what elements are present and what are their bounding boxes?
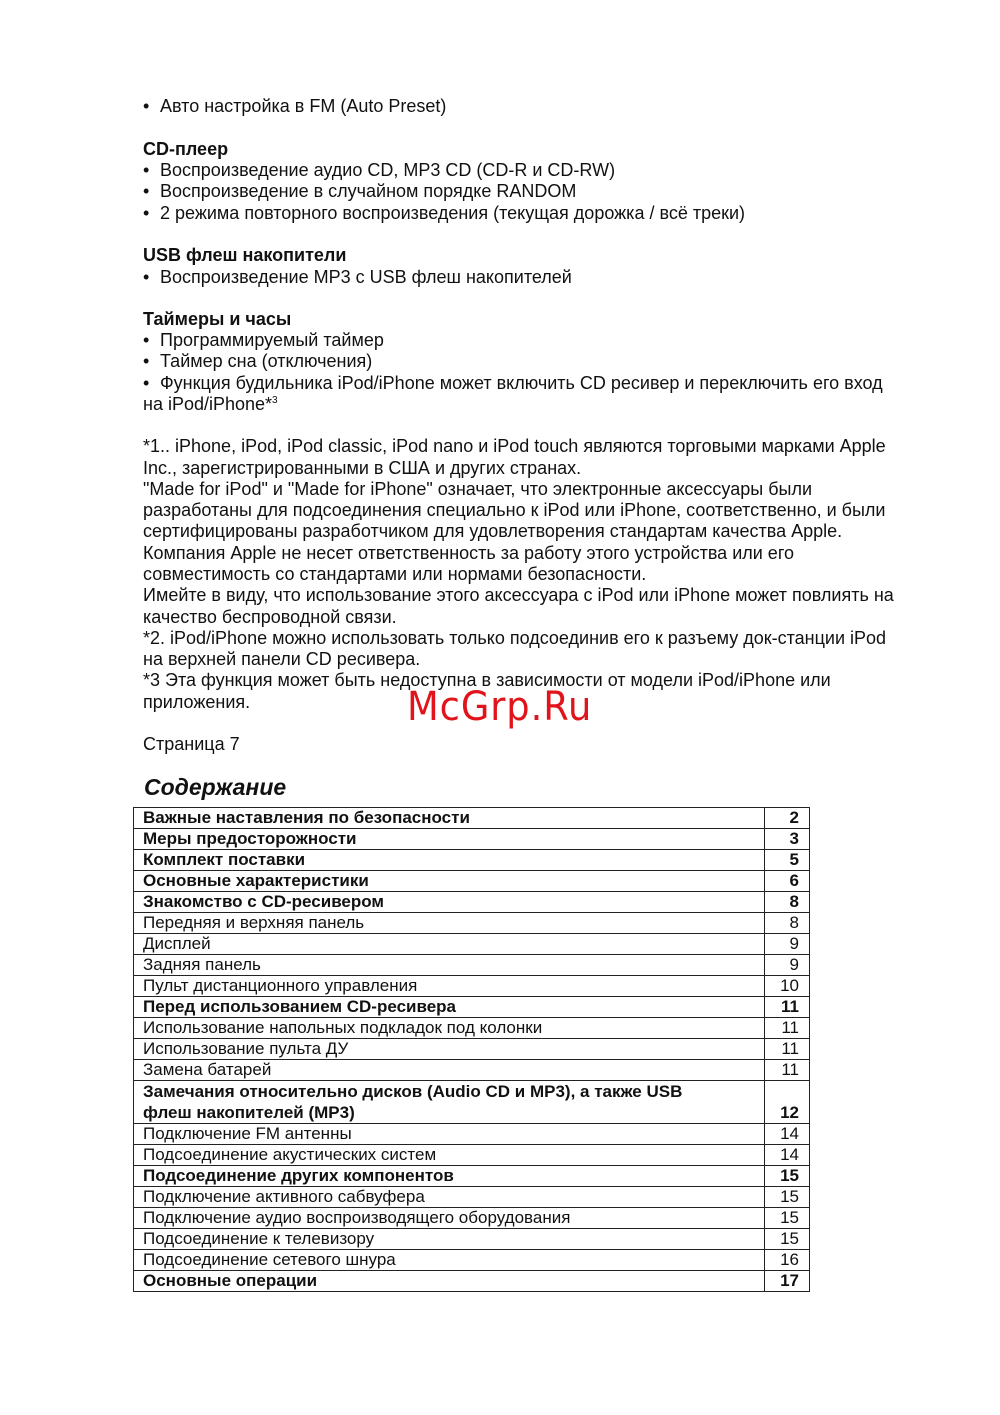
- toc-entry-label: Важные наставления по безопасности: [134, 808, 765, 829]
- section-heading-usb: USB флеш накопители: [143, 245, 347, 265]
- page-label: Страница 7: [143, 734, 240, 754]
- toc-row[interactable]: [134, 808, 810, 829]
- toc-entry-page: 9: [765, 934, 810, 955]
- toc-row[interactable]: [134, 913, 810, 934]
- toc-row[interactable]: [134, 892, 810, 913]
- toc-entry-page: 15: [765, 1208, 810, 1229]
- toc-entry-page: 14: [765, 1124, 810, 1145]
- toc-row[interactable]: [134, 976, 810, 997]
- toc-entry-label: Меры предосторожности: [134, 829, 765, 850]
- footnote-line: *2. iPod/iPhone можно использовать только подсоединив его к разъему док-станции iPod: [143, 628, 887, 648]
- toc-row[interactable]: [134, 1018, 810, 1039]
- toc-entry-label: Использование напольных подкладок под колонки: [134, 1018, 765, 1039]
- footnote-line: разработаны для подсоединения специально к iPod или iPhone, соответственно, и были: [143, 500, 886, 520]
- toc-entry-page: 14: [765, 1145, 810, 1166]
- toc-row[interactable]: [134, 1124, 810, 1145]
- toc-entry-page: 15: [765, 1229, 810, 1250]
- toc-entry-label: Замена батарей: [134, 1060, 765, 1081]
- toc-row[interactable]: [134, 1145, 810, 1166]
- toc-entry-page: 11: [765, 1039, 810, 1060]
- footnote-line: *3 Эта функция может быть недоступна в зависимости от модели iPod/iPhone или: [143, 670, 831, 690]
- toc-row[interactable]: [134, 997, 810, 1018]
- toc-entry-label: Подсоединение сетевого шнура: [134, 1250, 765, 1271]
- toc-entry-label: Подсоединение других компонентов: [134, 1166, 765, 1187]
- toc-entry-page: 10: [765, 976, 810, 997]
- toc-entry-page: 8: [765, 892, 810, 913]
- toc-title: Содержание: [144, 774, 287, 800]
- section-heading-cd: CD-плеер: [143, 139, 229, 159]
- footnote-ref: 3: [272, 395, 278, 406]
- footnote-line: Компания Apple не несет ответственность за работу этого устройства или его: [143, 543, 794, 563]
- toc-entry-page: 3: [765, 829, 810, 850]
- footnote-line: качество беспроводной связи.: [143, 607, 397, 627]
- toc-entry-label: Перед использованием CD-ресивера: [134, 997, 765, 1018]
- toc-row[interactable]: [134, 1187, 810, 1208]
- toc-entry-label: Замечания относительно дисков (Audio CD и MP3), а также USB флеш накопителей (MP3): [134, 1081, 765, 1124]
- toc-entry-page: 15: [765, 1187, 810, 1208]
- toc-entry-page: 9: [765, 955, 810, 976]
- footnote-line: *1.. iPhone, iPod, iPod classic, iPod nano и iPod touch являются торговыми марками Apple: [143, 436, 886, 456]
- toc-row[interactable]: [134, 1060, 810, 1081]
- toc-row[interactable]: [134, 955, 810, 976]
- toc-entry-label: Использование пульта ДУ: [134, 1039, 765, 1060]
- toc-entry-label: Дисплей: [134, 934, 765, 955]
- feature-bullet: • Таймер сна (отключения): [143, 350, 372, 372]
- toc-entry-page: 16: [765, 1250, 810, 1271]
- toc-row[interactable]: [134, 1250, 810, 1271]
- toc-table: [133, 807, 810, 1292]
- toc-entry-page: 11: [765, 1018, 810, 1039]
- toc-entry-page: 11: [765, 997, 810, 1018]
- toc-entry-page: 8: [765, 913, 810, 934]
- toc-entry-page: 12: [765, 1081, 810, 1124]
- toc-entry-label: Комплект поставки: [134, 850, 765, 871]
- toc-entry-label: Пульт дистанционного управления: [134, 976, 765, 997]
- feature-bullet: • Авто настройка в FM (Auto Preset): [143, 95, 446, 117]
- feature-bullet: • Воспроизведение в случайном порядке RANDOM: [143, 180, 576, 202]
- toc-entry-label: Подключение FM антенны: [134, 1124, 765, 1145]
- toc-row[interactable]: [134, 1081, 810, 1124]
- toc-entry-label: Подключение аудио воспроизводящего оборудования: [134, 1208, 765, 1229]
- toc-row[interactable]: [134, 1208, 810, 1229]
- footnote-line: приложения.: [143, 692, 251, 712]
- toc-entry-page: 6: [765, 871, 810, 892]
- footnote-line: на верхней панели CD ресивера.: [143, 649, 421, 669]
- toc-entry-page: 15: [765, 1166, 810, 1187]
- footnote-line: совместимость со стандартами или нормами безопасности.: [143, 564, 647, 584]
- toc-row[interactable]: [134, 934, 810, 955]
- toc-row[interactable]: [134, 1229, 810, 1250]
- toc-entry-label: Знакомство с CD-ресивером: [134, 892, 765, 913]
- feature-bullet: • Функция будильника iPod/iPhone может включить CD ресивер и переключить его вход: [143, 372, 883, 394]
- footnote-line: "Made for iPod" и "Made for iPhone" означает, что электронные аксессуары были: [143, 479, 812, 499]
- toc-entry-label: Основные характеристики: [134, 871, 765, 892]
- toc-row[interactable]: [134, 871, 810, 892]
- toc-entry-page: 11: [765, 1060, 810, 1081]
- feature-bullet: • Программируемый таймер: [143, 329, 384, 351]
- toc-row[interactable]: [134, 1039, 810, 1060]
- feature-bullet: • Воспроизведение аудио CD, MP3 CD (CD-R и CD-RW): [143, 159, 615, 181]
- footnote-line: Inc., зарегистрированными в США и других странах.: [143, 458, 582, 478]
- continuation-text: на iPod/iPhone*: [143, 394, 273, 414]
- feature-bullet: • Воспроизведение MP3 с USB флеш накопителей: [143, 266, 572, 288]
- toc-entry-label: Основные операции: [134, 1271, 765, 1292]
- bullet-continuation: [143, 393, 278, 415]
- toc-entry-page: 2: [765, 808, 810, 829]
- toc-entry-label: Передняя и верхняя панель: [134, 913, 765, 934]
- footnote-line: сертифицированы разработчиком для удовлетворения стандартам качества Apple.: [143, 521, 843, 541]
- toc-entry-page: 17: [765, 1271, 810, 1292]
- toc-entry-label: Подсоединение к телевизору: [134, 1229, 765, 1250]
- toc-row[interactable]: [134, 1166, 810, 1187]
- watermark: McGrp.Ru: [407, 684, 593, 730]
- toc-row[interactable]: [134, 850, 810, 871]
- section-heading-timers: Таймеры и часы: [143, 309, 292, 329]
- toc-entry-label: Подключение активного сабвуфера: [134, 1187, 765, 1208]
- toc-row[interactable]: [134, 1271, 810, 1292]
- feature-bullet: • 2 режима повторного воспроизведения (текущая дорожка / всё треки): [143, 202, 745, 224]
- toc-row[interactable]: [134, 829, 810, 850]
- toc-entry-page: 5: [765, 850, 810, 871]
- footnote-line: Имейте в виду, что использование этого аксессуара с iPod или iPhone может повлиять на: [143, 585, 894, 605]
- toc-entry-label: Задняя панель: [134, 955, 765, 976]
- toc-entry-label: Подсоединение акустических систем: [134, 1145, 765, 1166]
